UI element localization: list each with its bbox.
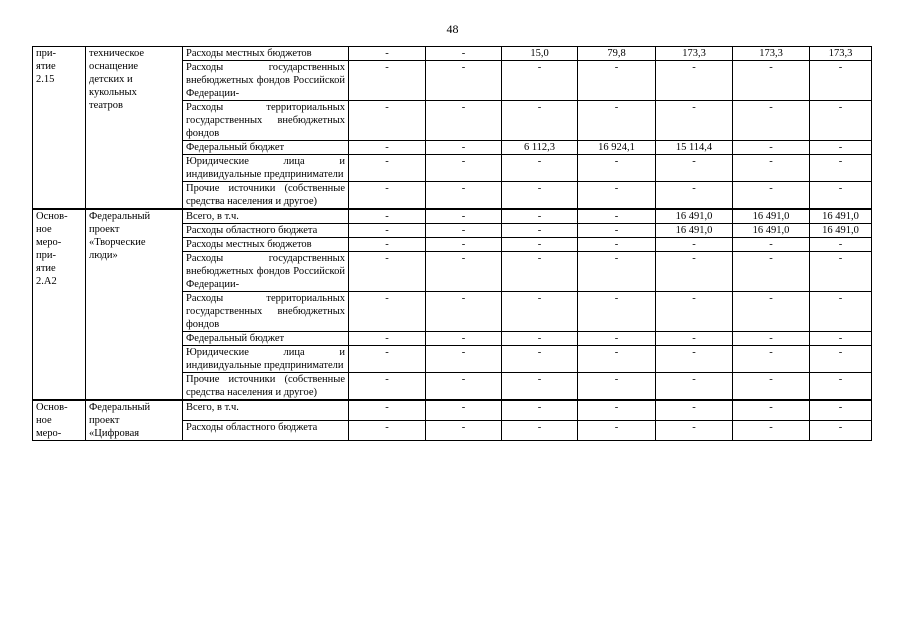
value-cell: - [656, 182, 733, 210]
project-cell: Федеральный проект «Творческие люди» [86, 209, 183, 400]
value-cell: - [578, 182, 656, 210]
funding-source-cell: Расходы областного бюджета [183, 224, 349, 238]
funding-source-cell: Расходы областного бюджета [183, 421, 349, 441]
value-cell: - [349, 400, 426, 421]
project-cell: Федеральный проект «Цифровая [86, 400, 183, 441]
value-cell: - [578, 209, 656, 224]
funding-source-cell: Всего, в т.ч. [183, 400, 349, 421]
funding-source-cell: Расходы территориальных государственных внебюджетных фондов [183, 101, 349, 141]
value-cell: - [733, 182, 810, 210]
funding-source-cell: Юридические лица и индивидуальные предприниматели [183, 346, 349, 373]
value-cell: - [733, 61, 810, 101]
value-cell: - [578, 155, 656, 182]
budget-table [32, 46, 872, 441]
funding-source-cell: Расходы местных бюджетов [183, 238, 349, 252]
funding-source-cell: Расходы территориальных государственных внебюджетных фондов [183, 292, 349, 332]
value-cell: 16 491,0 [656, 224, 733, 238]
value-cell: 16 491,0 [810, 209, 872, 224]
value-cell: 79,8 [578, 47, 656, 61]
value-cell: - [502, 373, 578, 401]
value-cell: - [426, 61, 502, 101]
value-cell: - [426, 141, 502, 155]
value-cell: - [426, 209, 502, 224]
value-cell: - [810, 238, 872, 252]
value-cell: - [578, 373, 656, 401]
value-cell: - [349, 182, 426, 210]
value-cell: - [349, 61, 426, 101]
value-cell: - [733, 346, 810, 373]
value-cell: 16 491,0 [810, 224, 872, 238]
value-cell: - [656, 252, 733, 292]
funding-source-cell: Всего, в т.ч. [183, 209, 349, 224]
value-cell: - [733, 238, 810, 252]
value-cell: - [426, 346, 502, 373]
table-row [33, 209, 872, 224]
value-cell: - [578, 421, 656, 441]
value-cell: - [656, 346, 733, 373]
value-cell: - [502, 421, 578, 441]
value-cell: - [349, 252, 426, 292]
value-cell: - [810, 373, 872, 401]
value-cell: - [578, 346, 656, 373]
value-cell: - [578, 224, 656, 238]
value-cell: - [810, 61, 872, 101]
value-cell: - [656, 421, 733, 441]
value-cell: - [502, 182, 578, 210]
activity-cell: при- ятие 2.15 [33, 47, 86, 210]
value-cell: - [733, 101, 810, 141]
value-cell: 16 491,0 [733, 209, 810, 224]
value-cell: - [349, 421, 426, 441]
value-cell: - [578, 61, 656, 101]
value-cell: - [349, 101, 426, 141]
value-cell: - [733, 141, 810, 155]
value-cell: - [349, 155, 426, 182]
value-cell: - [733, 421, 810, 441]
value-cell: - [502, 155, 578, 182]
value-cell: - [502, 224, 578, 238]
value-cell: 6 112,3 [502, 141, 578, 155]
value-cell: - [578, 292, 656, 332]
value-cell: - [810, 252, 872, 292]
value-cell: - [349, 47, 426, 61]
value-cell: - [349, 238, 426, 252]
value-cell: - [656, 332, 733, 346]
value-cell: 173,3 [810, 47, 872, 61]
value-cell: 16 924,1 [578, 141, 656, 155]
value-cell: - [810, 155, 872, 182]
value-cell: - [349, 373, 426, 401]
value-cell: - [810, 182, 872, 210]
value-cell: - [578, 238, 656, 252]
value-cell: - [349, 141, 426, 155]
value-cell: 173,3 [656, 47, 733, 61]
value-cell: - [502, 209, 578, 224]
value-cell: - [426, 373, 502, 401]
value-cell: - [810, 141, 872, 155]
funding-source-cell: Прочие источники (собственные средства населения и другое) [183, 182, 349, 210]
value-cell: 15,0 [502, 47, 578, 61]
value-cell: - [810, 421, 872, 441]
value-cell: - [426, 421, 502, 441]
value-cell: 173,3 [733, 47, 810, 61]
value-cell: - [810, 400, 872, 421]
value-cell: - [426, 47, 502, 61]
value-cell: - [502, 292, 578, 332]
funding-source-cell: Расходы государственных внебюджетных фондов Российской Федерации- [183, 252, 349, 292]
value-cell: - [502, 61, 578, 101]
value-cell: - [578, 101, 656, 141]
value-cell: - [349, 346, 426, 373]
value-cell: - [426, 224, 502, 238]
value-cell: - [810, 332, 872, 346]
value-cell: - [349, 224, 426, 238]
value-cell: - [502, 400, 578, 421]
value-cell: 15 114,4 [656, 141, 733, 155]
value-cell: - [656, 400, 733, 421]
table-row [33, 47, 872, 61]
value-cell: - [502, 101, 578, 141]
value-cell: - [426, 182, 502, 210]
value-cell: - [426, 292, 502, 332]
value-cell: - [578, 252, 656, 292]
value-cell: - [502, 332, 578, 346]
value-cell: - [733, 332, 810, 346]
value-cell: - [733, 373, 810, 401]
value-cell: - [656, 292, 733, 332]
value-cell: - [578, 400, 656, 421]
value-cell: - [733, 292, 810, 332]
value-cell: 16 491,0 [656, 209, 733, 224]
value-cell: - [810, 346, 872, 373]
value-cell: - [810, 101, 872, 141]
funding-source-cell: Федеральный бюджет [183, 332, 349, 346]
funding-source-cell: Расходы местных бюджетов [183, 47, 349, 61]
value-cell: - [656, 61, 733, 101]
value-cell: - [733, 400, 810, 421]
funding-source-cell: Юридические лица и индивидуальные предприниматели [183, 155, 349, 182]
project-cell: техническое оснащение детских и кукольных театров [86, 47, 183, 210]
value-cell: - [810, 292, 872, 332]
value-cell: - [656, 238, 733, 252]
value-cell: - [349, 332, 426, 346]
value-cell: - [578, 332, 656, 346]
value-cell: - [426, 155, 502, 182]
value-cell: - [426, 332, 502, 346]
value-cell: - [656, 155, 733, 182]
value-cell: - [502, 252, 578, 292]
funding-source-cell: Федеральный бюджет [183, 141, 349, 155]
value-cell: - [502, 346, 578, 373]
funding-source-cell: Прочие источники (собственные средства населения и другое) [183, 373, 349, 401]
table-row [33, 400, 872, 421]
activity-cell: Основ- ное меро- при- ятие 2.А2 [33, 209, 86, 400]
value-cell: - [349, 209, 426, 224]
value-cell: - [426, 252, 502, 292]
page-number: 48 [446, 22, 459, 36]
value-cell: 16 491,0 [733, 224, 810, 238]
activity-cell: Основ- ное меро- [33, 400, 86, 441]
value-cell: - [349, 292, 426, 332]
value-cell: - [426, 400, 502, 421]
value-cell: - [733, 155, 810, 182]
funding-source-cell: Расходы государственных внебюджетных фондов Российской Федерации- [183, 61, 349, 101]
value-cell: - [426, 101, 502, 141]
value-cell: - [426, 238, 502, 252]
value-cell: - [656, 101, 733, 141]
value-cell: - [733, 252, 810, 292]
value-cell: - [656, 373, 733, 401]
value-cell: - [502, 238, 578, 252]
